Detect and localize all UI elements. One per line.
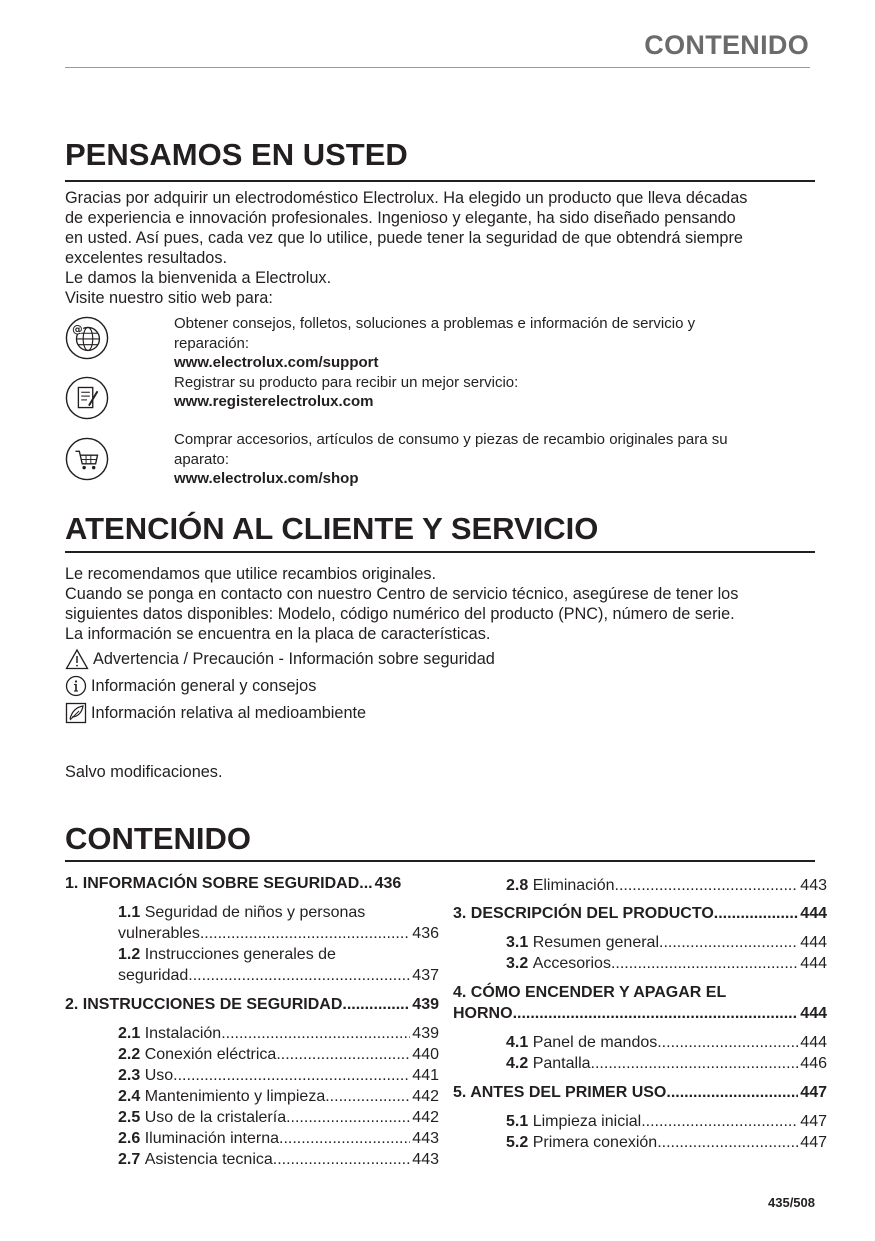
toc-chapter-3[interactable]: 3. DESCRIPCIÓN DEL PRODUCTO ..... 444 — [453, 905, 827, 923]
warning-icon — [65, 648, 89, 670]
toc-entry-1-1-cont[interactable]: vulnerables ..... 436 — [118, 923, 439, 944]
page-number: 435/508 — [768, 1195, 815, 1210]
toc-entry-3-2[interactable]: 3.2 Accesorios ..... 444 — [506, 953, 827, 974]
toc-entry-1-2-cont[interactable]: seguridad ..... 437 — [118, 965, 439, 986]
svg-text:@: @ — [72, 323, 83, 336]
toc-entry-4-1[interactable]: 4.1 Panel de mandos ..... 444 — [506, 1032, 827, 1053]
globe-icon — [65, 316, 109, 365]
toc-right-column — [453, 875, 827, 1153]
shop-link[interactable]: www.electrolux.com/shop — [174, 470, 359, 487]
info-icon — [65, 675, 87, 697]
toc-entry-4-2[interactable]: 4.2 Pantalla ..... 446 — [506, 1053, 827, 1074]
section-divider — [65, 860, 815, 862]
toc-entry-2-1[interactable]: 2.1 Instalación ..... 439 — [118, 1023, 439, 1044]
toc-chapter-4[interactable]: 4. CÓMO ENCENDER Y APAGAR EL — [453, 984, 727, 1001]
register-icon — [65, 376, 109, 425]
toc-chapter-4-cont[interactable]: HORNO ..... 444 — [453, 1005, 827, 1023]
toc-entry-2-4[interactable]: 2.4 Mantenimiento y limpieza ..... 442 — [118, 1086, 439, 1107]
toc-entry-2-5[interactable]: 2.5 Uso de la cristalería ..... 442 — [118, 1107, 439, 1128]
link-block-support: Obtener consejos, folletos, soluciones a problemas e información de servicio y reparación: www.electrolux.com/support Registrar su producto para recibir un mejor servicio: www.registerelectrolux.com — [174, 314, 814, 412]
toc-chapter-5[interactable]: 5. ANTES DEL PRIMER USO ..... 447 — [453, 1084, 827, 1102]
toc-entry-2-7[interactable]: 2.7 Asistencia tecnica ..... 443 — [118, 1149, 439, 1170]
toc-entry-2-2[interactable]: 2.2 Conexión eléctrica ..... 440 — [118, 1044, 439, 1065]
section-title-pensamos: PENSAMOS EN USTED — [65, 137, 408, 172]
toc-entry-2-8[interactable]: 2.8 Eliminación ..... 443 — [506, 875, 827, 896]
legend-warning: Advertencia / Precaución - Información sobre seguridad — [65, 648, 495, 670]
toc-left-column — [65, 875, 439, 1170]
service-text: Le recomendamos que utilice recambios originales. Cuando se ponga en contacto con nuestro Centro de servicio técnico, asegúrese de tener los siguientes datos disponibles: Modelo, código numérico del producto (PNC), número de serie. La información se encuentra en la placa de características. — [65, 565, 739, 643]
toc-entry-2-6[interactable]: 2.6 Iluminación interna ..... 443 — [118, 1128, 439, 1149]
section-title-atencion: ATENCIÓN AL CLIENTE Y SERVICIO — [65, 511, 599, 546]
toc-entry-1-1[interactable]: 1.1 Seguridad de niños y personas — [118, 904, 366, 921]
header-title: CONTENIDO — [644, 30, 809, 60]
legend-info: Información general y consejos — [65, 675, 316, 697]
toc-entry-5-2[interactable]: 5.2 Primera conexión ..... 447 — [506, 1132, 827, 1153]
toc-entry-3-1[interactable]: 3.1 Resumen general ..... 444 — [506, 932, 827, 953]
toc-entry-2-3[interactable]: 2.3 Uso ..... 441 — [118, 1065, 439, 1086]
cart-icon — [65, 437, 109, 486]
toc-entry-5-1[interactable]: 5.1 Limpieza inicial ..... 447 — [506, 1111, 827, 1132]
register-link[interactable]: www.registerelectrolux.com — [174, 393, 374, 410]
environment-icon — [65, 702, 87, 724]
support-link[interactable]: www.electrolux.com/support — [174, 354, 379, 371]
toc-chapter-2[interactable]: 2. INSTRUCCIONES DE SEGURIDAD ..... 439 — [65, 996, 439, 1014]
section-title-contenido: CONTENIDO — [65, 821, 251, 856]
toc-entry-1-2[interactable]: 1.2 Instrucciones generales de — [118, 946, 336, 963]
intro-text: Gracias por adquirir un electrodoméstico Electrolux. Ha elegido un producto que lleva décadas de experiencia e innovación profesionales. Ingenioso y elegante, ha sido diseñado pensando en usted. Así pues, cada vez que lo utilice, puede tener la seguridad de que obtendrá siempre excelentes resultados. Le damos la bienvenida a Electrolux. Visite nuestro sitio web para: — [65, 189, 748, 307]
toc-chapter-1[interactable]: 1. INFORMACIÓN SOBRE SEGURIDAD... 436 — [65, 875, 402, 892]
header-divider — [65, 67, 810, 68]
section-divider — [65, 551, 815, 553]
modifications-note: Salvo modificaciones. — [65, 763, 223, 781]
section-divider — [65, 180, 815, 182]
legend-environment: Información relativa al medioambiente — [65, 702, 366, 724]
link-block-shop: Comprar accesorios, artículos de consumo y piezas de recambio originales para su aparato: www.electrolux.com/shop — [174, 430, 814, 489]
